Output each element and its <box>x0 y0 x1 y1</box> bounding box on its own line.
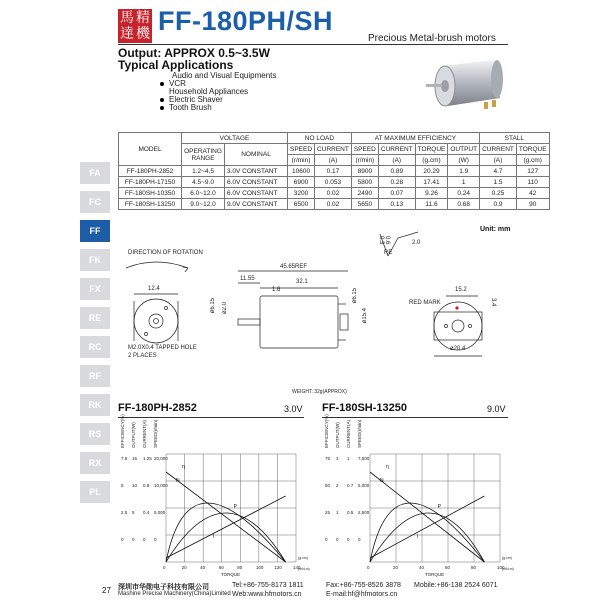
axis-head: CURRENT(A) <box>346 420 351 448</box>
header-torque: TORQUE <box>516 144 549 155</box>
x-tick-label: 0 <box>163 565 166 570</box>
header-max-efficiency: AT MAXIMUM EFFICIENCY <box>351 133 479 144</box>
table-cell: 0.28 <box>378 177 415 188</box>
sidebar-item-fa[interactable]: FA <box>80 162 110 184</box>
x-tick-label: 0 <box>367 565 370 570</box>
dim-0-3: 0.3 <box>378 236 384 245</box>
sidebar-item-ff[interactable]: FF <box>80 220 110 242</box>
x-unit2-label: (mN.m) <box>502 567 514 571</box>
logo-char: 精 <box>136 10 150 26</box>
spec-table <box>118 132 550 210</box>
sidebar-item-rk[interactable]: RK <box>80 394 110 416</box>
y-tick-label: 0 <box>358 537 361 542</box>
table-cell: 110 <box>516 177 549 188</box>
axis-head: SPEED(r/min) <box>153 419 158 448</box>
table-body <box>119 166 550 210</box>
tapped-places-label: 2 PLACES <box>128 353 157 359</box>
table-row <box>119 199 550 210</box>
mobile-number: Mobile:+86-138 2524 6071 <box>414 582 498 589</box>
y-tick-label: 75 <box>325 456 331 461</box>
dim-20-4: ø20.4 <box>450 346 466 352</box>
application-item: VCR <box>160 79 186 88</box>
axis-head: OUTPUT(W) <box>131 422 136 448</box>
axis-head: SPEED(r/min) <box>357 419 362 448</box>
dim-1-6: 1.6 <box>272 287 281 293</box>
chart-divider <box>118 417 304 418</box>
email-link[interactable]: E-mail:hf@hfmotors.cn <box>326 591 398 598</box>
website-link[interactable]: Web:www.hfmotors.cn <box>232 591 302 598</box>
page-number: 27 <box>102 586 111 595</box>
sidebar-item-rc[interactable]: RC <box>80 336 110 358</box>
application-item: Audio and Visual Equipments <box>172 71 277 80</box>
curve-label: N <box>176 478 180 484</box>
axis-head: CURRENT(A) <box>142 420 147 448</box>
table-cell: 6500 <box>288 199 315 210</box>
chart-voltage: 9.0V <box>487 404 506 414</box>
axis-head: EFFICIENCY(%) <box>120 414 125 448</box>
y-tick-label: 5 <box>121 483 124 488</box>
y-tick-label: 5,000 <box>154 510 166 515</box>
logo-char: 馬 <box>120 10 134 26</box>
table-cell: 0.053 <box>315 177 352 188</box>
table-cell: 127 <box>516 166 549 177</box>
unit-cell: (W) <box>448 155 480 166</box>
table-cell: 6900 <box>288 177 315 188</box>
dim-shaft-dia: ø6.15 <box>210 298 216 314</box>
dim-45-65: 45.65REF <box>280 264 308 270</box>
sidebar-item-pl[interactable]: PL <box>80 481 110 503</box>
application-item: Tooth Brush <box>160 103 212 112</box>
dim-re: RE <box>384 250 393 256</box>
x-tick-label: 100 <box>255 565 264 570</box>
dim-2-0: 2.0 <box>412 240 421 246</box>
unit-cell: (r/min) <box>351 155 378 166</box>
dim-3-4: 3.4 <box>490 298 496 307</box>
red-mark-dot <box>455 306 458 309</box>
performance-chart-2852 <box>118 414 310 580</box>
dim-15-4: ø15.4 <box>362 308 368 324</box>
table-cell: 0.02 <box>315 188 352 199</box>
sidebar-item-rs[interactable]: RS <box>80 423 110 445</box>
table-cell: 8900 <box>351 166 378 177</box>
bullet-icon <box>160 82 164 86</box>
y-tick-label: 0.5 <box>347 510 354 515</box>
tel-number: Tel:+86-755-8173 1811 <box>232 582 304 589</box>
header-output: OUTPUT <box>448 144 480 155</box>
sidebar-item-fk[interactable]: FK <box>80 249 110 271</box>
table-cell: 4.7 <box>480 166 517 177</box>
dim-0-6: 0.6 <box>384 236 390 245</box>
application-item: Electric Shaver <box>160 95 223 104</box>
header-divider <box>118 44 508 45</box>
x-tick-label: 20 <box>393 565 399 570</box>
application-item: Household Appliances <box>169 87 249 96</box>
header-torque: TORQUE <box>415 144 448 155</box>
performance-chart-13250 <box>322 414 514 580</box>
table-group-header <box>119 133 550 144</box>
table-cell: 6.0V CONSTANT <box>225 188 288 199</box>
y-tick-label: 1 <box>336 510 339 515</box>
table-cell: FF-180SH-10350 <box>119 188 182 199</box>
table-cell: 1 <box>448 177 480 188</box>
table-cell: 9.26 <box>415 188 448 199</box>
table-cell: 1.9 <box>448 166 480 177</box>
table-cell: 9.0~12.0 <box>182 199 225 210</box>
table-cell: 3200 <box>288 188 315 199</box>
table-cell: 0.89 <box>378 166 415 177</box>
chart-title: FF-180PH-2852 <box>118 402 197 414</box>
sidebar-item-fc[interactable]: FC <box>80 191 110 213</box>
sidebar-item-fx[interactable]: FX <box>80 278 110 300</box>
sidebar-item-rf[interactable]: RF <box>80 365 110 387</box>
x-unit2-label: (mN.m) <box>298 567 310 571</box>
sidebar-item-re[interactable]: RE <box>80 307 110 329</box>
dim-shaft-2: ø2.0 <box>222 302 228 315</box>
curve-label: P <box>233 504 237 510</box>
rotation-label: DIRECTION OF ROTATION <box>128 250 203 256</box>
motor-photo <box>420 48 512 118</box>
table-cell: 5650 <box>351 199 378 210</box>
y-tick-label: 10 <box>132 483 138 488</box>
dim-12-4: 12.4 <box>148 286 160 292</box>
unit-label: Unit: mm <box>480 226 511 233</box>
header-nominal: NOMINAL <box>225 144 288 166</box>
y-tick-label: 0 <box>325 537 328 542</box>
x-tick-label: 80 <box>471 565 477 570</box>
y-tick-label: 7,500 <box>358 456 370 461</box>
table-row <box>119 188 550 199</box>
header-speed: SPEED <box>288 144 315 155</box>
table-cell: 42 <box>516 188 549 199</box>
axis-head: EFFICIENCY(%) <box>324 414 329 448</box>
unit-cell: (A) <box>378 155 415 166</box>
y-tick-label: 5 <box>132 510 135 515</box>
y-tick-label: 0 <box>132 537 135 542</box>
header-current: CURRENT <box>480 144 517 155</box>
fax-number: Fax:+86-755-8526 3878 <box>326 582 401 589</box>
y-tick-label: 1 <box>347 456 350 461</box>
table-cell: 0.68 <box>448 199 480 210</box>
y-tick-label: 3 <box>336 456 339 461</box>
x-unit-label: (g.cm) <box>298 556 308 560</box>
bullet-icon <box>160 98 164 102</box>
header-current: CURRENT <box>378 144 415 155</box>
y-tick-label: 0 <box>347 537 350 542</box>
x-unit-label: (g.cm) <box>502 556 512 560</box>
y-tick-label: 1.25 <box>143 456 152 461</box>
header-operating-range: OPERATING RANGE <box>182 144 225 166</box>
y-tick-label: 2,500 <box>358 510 370 515</box>
table-cell: 10600 <box>288 166 315 177</box>
tapped-hole-label: M2.0X0.4 TAPPED HOLE <box>128 345 197 351</box>
output-spec: Output: APPROX 0.5~3.5W <box>118 46 270 60</box>
table-cell: FF-180PH-17150 <box>119 177 182 188</box>
x-tick-label: 100 <box>497 565 505 570</box>
y-tick-label: 0 <box>154 537 157 542</box>
table-cell: 0.25 <box>480 188 517 199</box>
y-tick-label: 0.4 <box>143 510 150 515</box>
header-current: CURRENT <box>315 144 352 155</box>
table-cell: FF-180PH-2852 <box>119 166 182 177</box>
table-cell: 0.9 <box>480 199 517 210</box>
y-tick-label: 0.7 <box>347 483 354 488</box>
x-tick-label: 20 <box>181 565 187 570</box>
axis-head: OUTPUT(W) <box>335 422 340 448</box>
chart-title: FF-180SH-13250 <box>322 402 407 414</box>
x-tick-label: 140 <box>293 565 301 570</box>
curve-label: N <box>380 478 384 484</box>
x-tick-label: 40 <box>419 565 425 570</box>
table-cell: 1.2~4.5 <box>182 166 225 177</box>
y-tick-label: 10,000 <box>154 483 168 488</box>
company-name-cn: 深圳市华勋电子科技有限公司 <box>118 584 209 591</box>
table-cell: 0.02 <box>315 199 352 210</box>
table-cell: 0.13 <box>378 199 415 210</box>
page-subtitle: Precious Metal-brush motors <box>368 33 496 44</box>
table-cell: 20.29 <box>415 166 448 177</box>
table-row <box>119 166 550 177</box>
table-cell: 0.07 <box>378 188 415 199</box>
dim-15-2: 15.2 <box>455 287 467 293</box>
dim-11-55: 11.55 <box>240 276 255 282</box>
chart-divider <box>322 417 508 418</box>
curve-label: P <box>437 504 441 510</box>
table-sub-header <box>119 144 550 155</box>
table-cell: 90 <box>516 199 549 210</box>
bullet-icon <box>160 106 164 110</box>
curve-label: η <box>182 464 185 470</box>
y-tick-label: 0 <box>121 537 124 542</box>
y-tick-label: 7.5 <box>121 456 128 461</box>
x-axis-label: TORQUE <box>425 572 445 577</box>
sidebar-item-rx[interactable]: RX <box>80 452 110 474</box>
y-tick-label: 25 <box>325 510 331 515</box>
table-cell: 1.5 <box>480 177 517 188</box>
y-tick-label: 15 <box>132 456 138 461</box>
logo-char: 機 <box>136 26 150 42</box>
company-logo <box>118 9 152 43</box>
applications-heading: Typical Applications <box>118 58 234 72</box>
output-curve <box>166 513 286 562</box>
y-tick-label: 20,000 <box>154 456 168 461</box>
unit-cell: (g.cm) <box>415 155 448 166</box>
x-axis-label: TORQUE <box>221 572 241 577</box>
chart-voltage: 3.0V <box>284 404 303 414</box>
output-curve <box>370 513 484 562</box>
y-tick-label: 0 <box>143 537 146 542</box>
x-tick-label: 40 <box>200 565 206 570</box>
y-tick-label: 50 <box>325 483 331 488</box>
unit-cell: (r/min) <box>288 155 315 166</box>
unit-cell: (g.cm) <box>516 155 549 166</box>
curve-label: I <box>416 534 419 540</box>
dim-32-1: 32.1 <box>296 279 308 285</box>
table-cell: 0.17 <box>315 166 352 177</box>
header-no-load: NO LOAD <box>288 133 352 144</box>
table-cell: 9.0V CONSTANT <box>225 199 288 210</box>
efficiency-curve <box>166 503 286 562</box>
logo-char: 達 <box>120 26 134 42</box>
page-title: FF-180PH/SH <box>158 6 334 36</box>
unit-cell: (A) <box>315 155 352 166</box>
y-tick-label: 0 <box>336 537 339 542</box>
header-voltage: VOLTAGE <box>182 133 288 144</box>
x-tick-label: 60 <box>445 565 451 570</box>
x-tick-label: 80 <box>237 565 243 570</box>
header-stall: STALL <box>480 133 549 144</box>
y-tick-label: 0.8 <box>143 483 150 488</box>
curve-label: I <box>212 534 215 540</box>
header-speed: SPEED <box>351 144 378 155</box>
company-name-en: Mashine Precise Machinery(China)Limited <box>118 591 231 597</box>
table-cell: 17.41 <box>415 177 448 188</box>
red-mark-label: RED MARK <box>409 300 441 306</box>
x-tick-label: 120 <box>274 565 282 570</box>
table-cell: 11.6 <box>415 199 448 210</box>
table-cell: 0.24 <box>448 188 480 199</box>
table-row <box>119 177 550 188</box>
table-cell: FF-180SH-13250 <box>119 199 182 210</box>
table-cell: 5800 <box>351 177 378 188</box>
efficiency-curve <box>370 503 484 562</box>
weight-label: WEIGHT: 32g(APPROX) <box>292 389 347 395</box>
table-cell: 4.5~9.0 <box>182 177 225 188</box>
curve-label: η <box>386 464 389 470</box>
x-tick-label: 60 <box>218 565 224 570</box>
header-model: MODEL <box>119 133 182 166</box>
y-tick-label: 2.5 <box>121 510 128 515</box>
table-cell: 3.0V CONSTANT <box>225 166 288 177</box>
table-cell: 2490 <box>351 188 378 199</box>
y-tick-label: 2 <box>336 483 339 488</box>
table-cell: 6.0~12.0 <box>182 188 225 199</box>
y-tick-label: 5,000 <box>358 483 370 488</box>
dim-boss-dia: ø6.15 <box>352 288 358 304</box>
table-cell: 6.0V CONSTANT <box>225 177 288 188</box>
unit-cell: (A) <box>480 155 517 166</box>
